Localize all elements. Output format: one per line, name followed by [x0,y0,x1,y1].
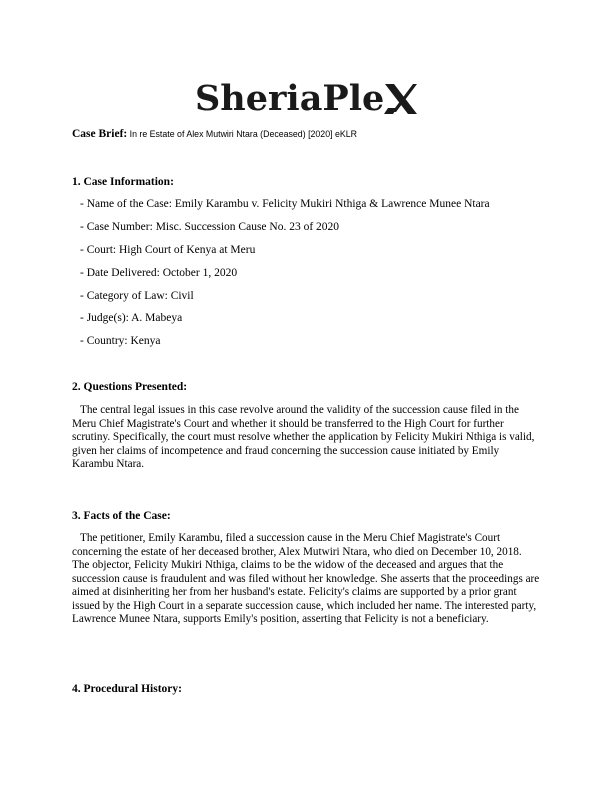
x-mark-icon [383,82,419,116]
case-number-item: - Case Number: Misc. Succession Cause No. 23 of 2020 [80,220,340,233]
case-brief-label: Case Brief: [72,128,128,140]
logo-text: SheriaPle [195,77,385,119]
case-name-item: - Name of the Case: Emily Karambu v. Felicity Mukiri Nthiga & Lawrence Munee Ntara [80,198,490,210]
date-delivered-item: - Date Delivered: October 1, 2020 [80,266,238,279]
case-information-heading: 1. Case Information: [72,176,174,188]
facts-heading: 3. Facts of the Case: [72,510,171,522]
country-item: - Country: Kenya [80,335,161,348]
questions-presented-text: The central legal issues in this case revolve around the validity of the succession cause filed in the Meru Chief Magistrate's Court and whether it should be transferred to the High Court for further scrutiny. Specifically, the court must resolve whether the application by Felicity Mukiri Nthiga is valid, given her claims of incompetence and fraud concerning the succession cause initiated by Emily Karambu Ntara. [72,404,535,470]
category-item: - Category of Law: Civil [80,289,194,302]
case-brief-title: In re Estate of Alex Mutwiri Ntara (Deceased) [2020] eKLR [129,129,357,139]
judges-item: - Judge(s): A. Mabeya [80,312,183,325]
sheriaplex-logo [195,74,419,122]
court-item: - Court: High Court of Kenya at Meru [80,243,256,256]
facts-text: The petitioner, Emily Karambu, filed a succession cause in the Meru Chief Magistrate's Court concerning the estate of her deceased brother, Alex Mutwiri Ntara, who died on December 10, 2018. The objector, Felicity Mukiri Nthiga, claims to be the widow of the deceased and argues that the succession cause is fraudulent and was filed without her knowledge. She asserts that the proceedings are aimed at disinheriting her from her husband's estate. Felicity's claims are supported by a prior grant issued by the High Court in a separate succession cause, which included her name. The interested party, Lawrence Munee Ntara, supports Emily's position, asserting that Felicity is not a beneficiary. [72,532,540,625]
procedural-history-heading: 4. Procedural History: [72,683,182,695]
case-information-list [80,198,490,358]
questions-presented-heading: 2. Questions Presented: [72,381,188,393]
case-brief-line [72,128,357,140]
